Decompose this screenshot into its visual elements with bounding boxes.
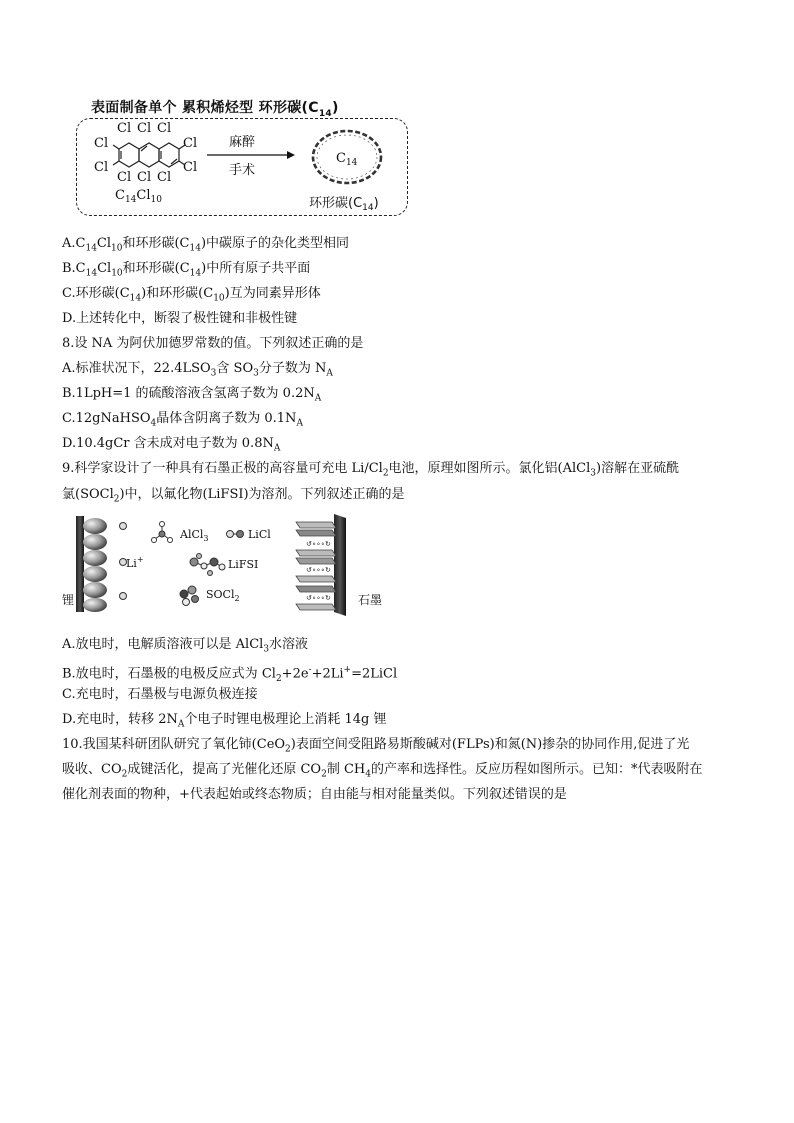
ring-center-label: $C_{14}$ [336, 151, 358, 168]
q8-option-a: A.标准状况下，$22.4LSO_3$含 $SO_3$分子数为 $N_A$ [62, 361, 333, 379]
q8-stem: 8.设 NA 为阿伏加德罗常数的值。下列叙述正确的是 [62, 336, 364, 351]
licl-icon [227, 531, 244, 538]
anode-label: 锂 [62, 593, 75, 607]
q9-stem-line2: 氯(SOCl$_2$)中，以氟化物(LiFSI)为溶剂。下列叙述正确的是 [62, 487, 405, 505]
cyclocarbon-synthesis-figure [76, 96, 408, 218]
legend-alcl3-label: AlCl$_3$ [180, 528, 209, 543]
cl-atom: Cl [117, 170, 132, 185]
cathode-label: 石墨 [358, 593, 383, 607]
svg-text:↺∘∘∘↻: ↺∘∘∘↻ [306, 540, 331, 548]
cyclocarbon-ring [313, 131, 381, 183]
q10-stem-line2: 吸收、$CO_2$成键活化，提高了光催化还原 $CO_2$制 $CH_4$的产率和选择性。反应历程如图所示。已知：*代表吸附在 [62, 762, 703, 780]
q10-stem-line3: 催化剂表面的物种，+代表起始或终态物质；自由能与相对能量类似。下列叙述错误的是 [62, 787, 567, 802]
reaction-arrow [207, 135, 295, 178]
legend-licl-label: LiCl [248, 528, 271, 541]
precursor-label: $C_{14}Cl_{10}$ [115, 188, 162, 205]
q7-option-c: C.环形碳$(C_{14})$和环形碳$(C_{10})$互为同素异形体 [62, 286, 321, 304]
q9-stem-line1: 9.科学家设计了一种具有石墨正极的高容量可充电 $Li/Cl_2$电池，原理如图所示。氯化铝(AlCl$_3$)溶解在亚硫酰 [62, 461, 680, 479]
figure1-drawing [77, 119, 407, 215]
arrow-condition-top: 麻醉 [229, 135, 256, 150]
arrow-condition-bottom: 手术 [229, 163, 256, 178]
q8-option-d: D.10.4gCr 含未成对电子数为 $0.8N_A$ [62, 436, 281, 454]
cl-atom: Cl [157, 121, 172, 136]
svg-text:↺∘∘∘↻: ↺∘∘∘↻ [306, 594, 331, 602]
q8-option-c: C.12gNaHSO$_4$晶体含阴离子数为 $0.1N_A$ [62, 411, 303, 429]
figure1-dashed-frame [76, 118, 408, 216]
alcl3-icon [152, 522, 173, 543]
svg-text:↺∘∘∘↻: ↺∘∘∘↻ [306, 566, 331, 574]
cl-atom: Cl [157, 170, 172, 185]
cl-atom: Cl [137, 170, 152, 185]
socl2-icon [180, 586, 199, 606]
q9-option-a: A.放电时，电解质溶液可以是 AlCl$_3$水溶液 [62, 637, 309, 655]
q7-option-d: D.上述转化中，断裂了极性键和非极性键 [62, 311, 298, 326]
battery-figure [62, 512, 402, 618]
q7-option-a: $A.C_{14}Cl_{10}$和环形碳$(C_{14})$中碳原子的杂化类型相同 [62, 236, 350, 254]
legend-socl2-label: SOCl$_2$ [206, 588, 240, 603]
legend-lifsi-label: LiFSI [228, 558, 259, 571]
q8-option-b: B.1LpH=1 的硫酸溶液含氢离子数为 $0.2N_A$ [62, 386, 322, 404]
cl-atom: Cl [137, 121, 152, 136]
q9-option-b: B.放电时，石墨极的电极反应式为 $Cl_2+2e^-+2Li^+=2LiCl$ [62, 665, 398, 684]
c14cl10-structure [113, 143, 185, 167]
cl-atom: Cl [117, 121, 132, 136]
product-label: 环形碳$(C_{14})$ [309, 196, 379, 213]
cl-atom: Cl [183, 160, 198, 175]
cl-atom: Cl [94, 160, 109, 175]
cl-atom: Cl [183, 136, 198, 151]
q9-option-d: D.充电时，转移 $2N_A$个电子时锂电极理论上消耗 14g 锂 [62, 712, 387, 730]
q9-option-c: C.充电时，石墨极与电源负极连接 [62, 687, 258, 702]
battery-drawing [62, 512, 402, 618]
lithium-anode [76, 516, 107, 612]
lifsi-icon [190, 554, 225, 576]
q7-option-b: $B.C_{14}Cl_{10}$和环形碳$(C_{14})$中所有原子共平面 [62, 261, 311, 279]
figure1-title: 表面制备单个 累积烯烃型 环形碳$(C_{14})$ [91, 100, 339, 119]
cl-atom: Cl [94, 136, 109, 151]
q10-stem-line1: 10.我国某科研团队研究了氧化铈(CeO$_2$)表面空间受阻路易斯酸碱对(FLPs)和氮(N)掺杂的协同作用,促进了光 [62, 737, 690, 755]
li-ion-label: Li+ [126, 555, 144, 570]
graphite-cathode [296, 514, 346, 616]
